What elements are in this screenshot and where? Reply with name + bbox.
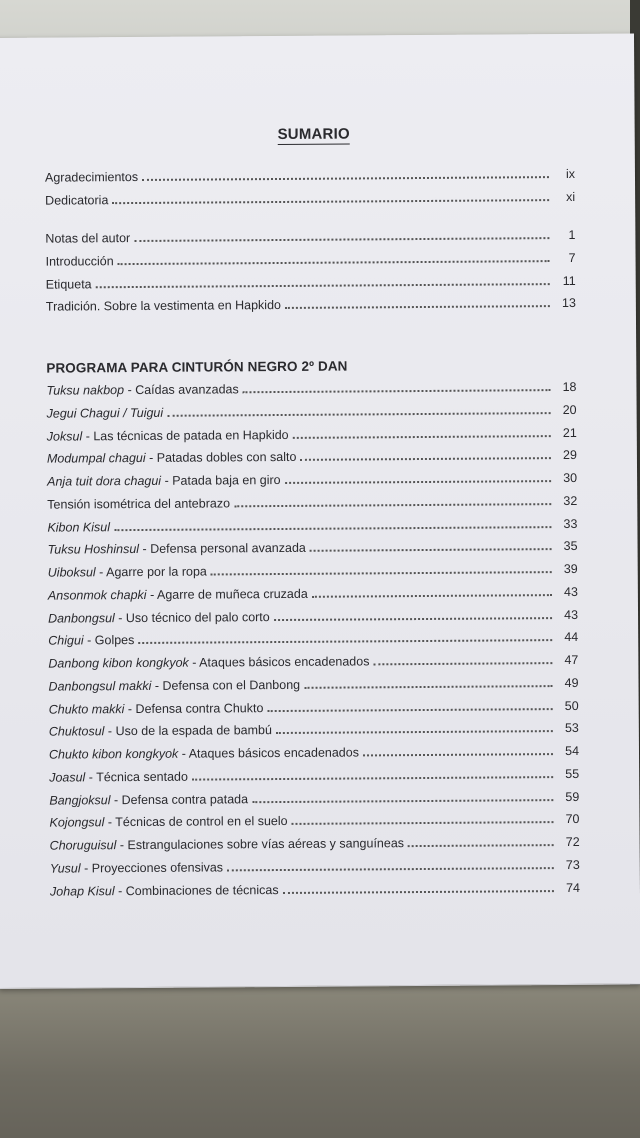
entry-label — [48, 583, 308, 608]
dot-leader — [285, 480, 552, 484]
entry-page: 55 — [565, 766, 580, 781]
entry-page: 72 — [565, 835, 580, 850]
entry-term: Chukto makki — [48, 701, 125, 717]
table-of-contents — [45, 124, 580, 903]
dot-leader — [373, 662, 552, 665]
entry-page: 32 — [563, 493, 578, 508]
entry-description: - Defensa contra Chukto — [124, 700, 264, 716]
entry-label: Etiqueta — [45, 277, 92, 292]
table-surface — [0, 985, 640, 1138]
entry-description: - Defensa contra patada — [110, 791, 249, 807]
title-text: SUMARIO — [277, 125, 350, 144]
entry-label: Agradecimientos — [44, 169, 139, 185]
entry-label — [48, 629, 134, 652]
entry-term: Danbong kibon kongkyok — [48, 655, 189, 671]
entry-description: - Las técnicas de patada en Hapkido — [82, 427, 289, 444]
dot-leader — [293, 435, 551, 439]
entry-label — [47, 424, 289, 448]
dot-leader — [274, 617, 552, 621]
entry-page: 54 — [565, 744, 580, 759]
entry-label — [49, 719, 272, 743]
entry-term: Modumpal chagui — [46, 451, 146, 467]
entry-label — [46, 378, 238, 402]
entry-term: Kibon Kisul — [47, 519, 111, 535]
dot-leader — [276, 730, 553, 734]
entry-page: 1 — [568, 228, 576, 243]
entry-page: 70 — [565, 812, 580, 827]
entry-description: - Uso técnico del palo corto — [114, 609, 270, 625]
entry-label — [48, 674, 300, 699]
entry-label — [47, 516, 110, 539]
entry-term: Uiboksul — [47, 565, 96, 580]
entry-page: 18 — [562, 380, 577, 395]
entry-description: - Caídas avanzadas — [124, 382, 239, 398]
dot-leader — [310, 548, 552, 552]
entry-term: Choruguisul — [49, 838, 117, 853]
entry-term: Yusul — [49, 861, 81, 876]
entry-term: Joasul — [49, 770, 86, 785]
entry-page: 33 — [563, 516, 578, 531]
entry-page: xi — [566, 189, 576, 204]
entry-description: - Patada baja en giro — [161, 473, 281, 488]
entry-label: Tradición. Sobre la vestimenta en Hapkido — [45, 298, 282, 315]
dot-leader — [211, 571, 552, 575]
entry-label — [47, 469, 281, 493]
entry-term: Kojongsul — [49, 815, 105, 830]
dot-leader — [267, 708, 552, 712]
entry-description: - Estrangulaciones sobre vías aéreas y sanguíneas — [116, 836, 405, 853]
entry-term: Danbongsul makki — [48, 678, 152, 694]
entry-description: - Uso de la espada de bambú — [104, 723, 272, 739]
dot-leader — [312, 594, 552, 598]
entry-label — [47, 492, 230, 516]
entry-description: - Agarre por la ropa — [95, 564, 207, 580]
entry-label — [49, 810, 287, 834]
entry-description: - Defensa personal avanzada — [139, 541, 306, 557]
entry-term: Ansonmok chapki — [47, 587, 147, 603]
book-page — [0, 34, 640, 989]
entry-page: 74 — [565, 880, 580, 895]
entry-term: Tuksu nakbop — [46, 383, 125, 398]
entry-description: Tensión isométrica del antebrazo — [47, 496, 231, 512]
entry-page: 30 — [563, 471, 578, 486]
dot-leader — [408, 844, 554, 847]
entry-label — [50, 832, 405, 857]
entry-description: - Técnicas de control en el suelo — [104, 814, 288, 830]
entry-label — [49, 697, 264, 721]
entry-page: 73 — [565, 857, 580, 872]
dot-leader — [227, 867, 554, 871]
entry-page: 13 — [561, 296, 576, 311]
entry-label — [47, 402, 164, 426]
entry-label — [48, 651, 369, 676]
entry-page: 21 — [562, 425, 577, 440]
dot-leader — [300, 457, 551, 461]
entry-term: Anja tuit dora chagui — [47, 473, 162, 489]
dot-leader — [363, 753, 553, 756]
entry-label — [47, 537, 305, 562]
entry-page: 7 — [568, 250, 576, 266]
dot-leader — [134, 237, 549, 242]
dot-leader — [292, 821, 554, 825]
entry-term: Bangjoksul — [49, 792, 111, 808]
entry-description: - Proyecciones ofensivas — [80, 860, 224, 876]
entry-page: ix — [565, 166, 576, 181]
page-title — [45, 124, 575, 145]
entry-term: Joksul — [46, 429, 83, 444]
entry-description: - Ataques básicos encadenados — [188, 654, 370, 670]
entry-label: Dedicatoria — [45, 192, 109, 208]
entry-term: Chigui — [48, 633, 84, 648]
entry-description: - Combinaciones de técnicas — [114, 882, 279, 898]
dot-leader — [234, 503, 551, 507]
dot-leader — [283, 890, 554, 894]
entry-label — [47, 446, 297, 470]
entry-term: Jegui Chagui / Tuigui — [46, 405, 164, 421]
dot-leader — [118, 260, 550, 265]
entry-label — [50, 856, 223, 880]
entry-description: - Ataques básicos encadenados — [178, 745, 359, 761]
entry-page: 49 — [564, 675, 579, 690]
dot-leader — [114, 526, 551, 531]
front-matter-a — [45, 163, 575, 212]
dot-leader — [167, 412, 550, 417]
entry-label — [49, 788, 248, 812]
entry-term: Tuksu Hoshinsul — [47, 542, 140, 557]
toc-entry — [46, 292, 576, 318]
entry-page: 47 — [564, 653, 579, 668]
dot-leader — [304, 685, 552, 689]
entry-label — [49, 766, 188, 790]
front-matter-b — [45, 224, 576, 318]
entry-label: Notas del autor — [45, 231, 131, 247]
dot-leader — [243, 389, 551, 393]
entry-label — [48, 606, 270, 630]
entry-page: 39 — [563, 562, 578, 577]
entry-page: 20 — [562, 402, 577, 417]
entry-page: 53 — [564, 721, 579, 736]
section-heading: PROGRAMA PARA CINTURÓN NEGRO 2º DAN — [46, 358, 348, 376]
entry-label — [48, 561, 207, 585]
entry-description: - Agarre de muñeca cruzada — [146, 586, 308, 602]
dot-leader — [252, 799, 553, 803]
entry-page: 44 — [564, 630, 579, 645]
toc-entry — [50, 877, 580, 903]
entry-page: 11 — [562, 273, 576, 288]
dot-leader — [285, 306, 550, 310]
entry-term: Chuktosul — [48, 724, 105, 739]
section-entries — [46, 376, 580, 903]
dot-leader — [142, 176, 549, 181]
entry-description: - Patadas dobles con salto — [145, 450, 297, 466]
entry-description: - Técnica sentado — [85, 769, 188, 785]
dot-leader — [138, 639, 552, 644]
entry-page: 43 — [563, 584, 578, 599]
entry-term: Chukto kibon kongkyok — [48, 746, 179, 762]
entry-page: 29 — [562, 448, 577, 463]
entry-description: - Defensa con el Danbong — [151, 677, 301, 693]
entry-label: Introducción — [45, 254, 114, 269]
entry-label — [49, 742, 359, 767]
entry-page: 59 — [565, 789, 580, 804]
entry-page: 50 — [564, 698, 579, 713]
entry-page: 35 — [563, 539, 578, 554]
entry-page: 43 — [564, 607, 579, 622]
entry-term: Danbongsul — [48, 610, 115, 626]
dot-leader — [192, 776, 553, 781]
dot-leader — [112, 199, 549, 204]
dot-leader — [96, 283, 550, 288]
entry-description: - Golpes — [83, 633, 135, 648]
entry-term: Johap Kisul — [49, 883, 115, 899]
entry-label — [50, 879, 279, 903]
